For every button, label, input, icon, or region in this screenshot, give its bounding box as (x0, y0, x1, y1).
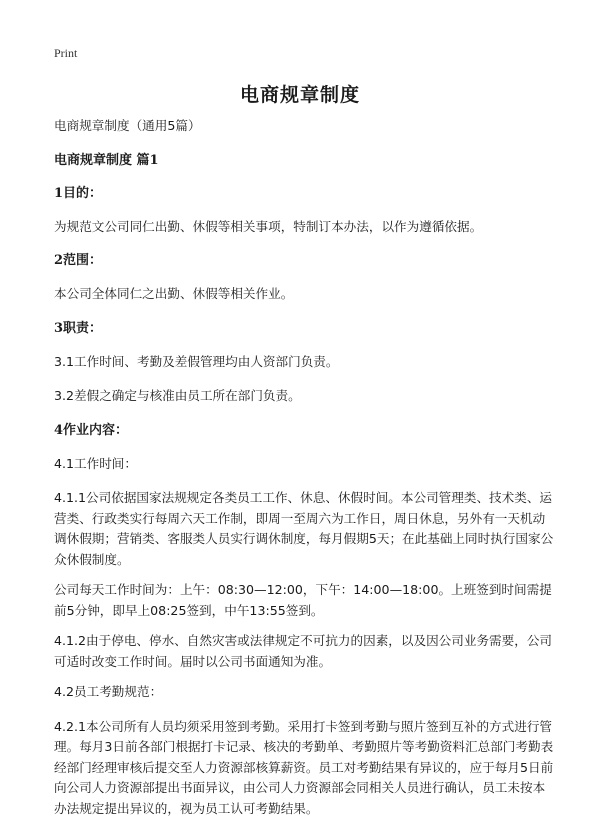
document-body (54, 116, 554, 833)
section-heading: 1目的： (54, 185, 103, 201)
paragraph: 4.1.1公司依据国家法规规定各类员工工作、休息、休假时间。本公司管理类、技术类、运营类、行政类实行每周六天工作制，即周一至周六为工作日，周日休息，另外有一天机动调休假期；营销类、客服类人员实行调休制度，每月假期5天；在此基础上同时执行国家公众休假制度。 (54, 490, 554, 567)
section-heading: 3职责： (54, 320, 103, 336)
paragraph: 公司每天工作时间为：上午：08:30—12:00，下午：14:00—18:00。上班签到时间需提前5分钟，即早上08:25签到，中午13:55签到。 (54, 582, 552, 618)
doc-subtitle: 电商规章制度（通用5篇） (54, 118, 201, 133)
print-link[interactable]: Print (54, 46, 78, 60)
paragraph: 3.2差假之确定与核准由员工所在部门负责。 (54, 388, 301, 403)
paragraph: 3.1工作时间、考勤及差假管理均由人资部门负责。 (54, 353, 339, 369)
section-heading: 4作业内容： (54, 422, 129, 438)
section-heading: 电商规章制度 篇1 (54, 152, 159, 168)
paragraph: 4.2员工考勤规范： (54, 684, 163, 699)
section-heading: 2范围： (54, 253, 103, 268)
paragraph: 本公司全体同仁之出勤、休假等相关作业。 (54, 286, 294, 301)
paragraph: 4.2.1本公司所有人员均须采用签到考勤。采用打卡签到考勤与照片签到互补的方式进行管理。每月3日前各部门根据打卡记录、核决的考勤单、考勤照片等考勤资料汇总部门考勤表经部门经理审核后提交至人力资源部核算薪资。员工对考勤结果有异议的，应于每月5日前向公司人力资源部提出书面异议，由公司人力资源部会同相关人员进行确认，员工未按本办法规定提出异议的，视为员工认可考勤结果。 (54, 718, 554, 816)
paragraph: 4.1.2由于停电、停水、自然灾害或法律规定不可抗力的因素，以及因公司业务需要，公司可适时改变工作时间。届时以公司书面通知为准。 (54, 633, 553, 669)
paragraph: 为规范文公司同仁出勤、休假等相关事项，特制订本办法，以作为遵循依据。 (54, 218, 483, 234)
page-title: 电商规章制度 (239, 84, 360, 106)
paragraph: 4.1工作时间： (54, 455, 137, 471)
